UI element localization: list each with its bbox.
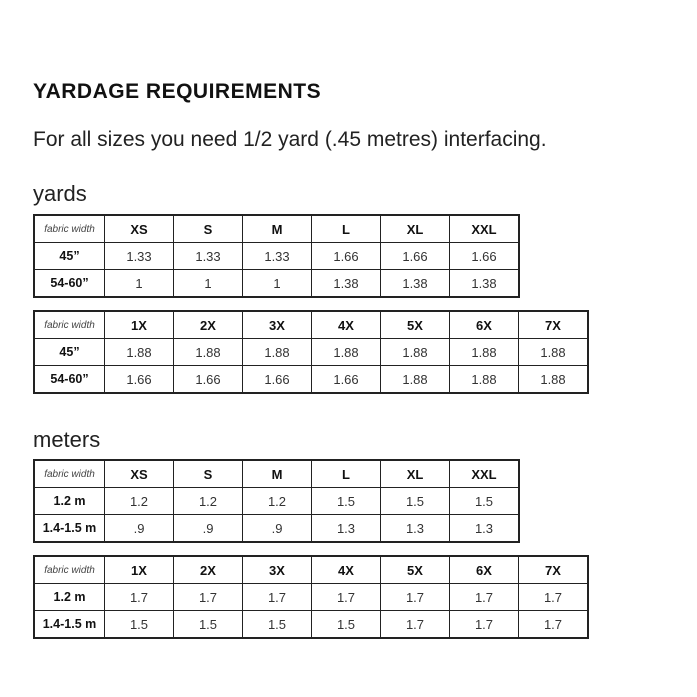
fabric-width-cell: 1.2 m [34, 488, 105, 515]
size-header: S [174, 215, 243, 243]
meterage-cell: 1.7 [243, 584, 312, 611]
yardage-cell: 1 [243, 270, 312, 298]
yardage-cell: 1.88 [174, 339, 243, 366]
meterage-cell: 1.7 [450, 584, 519, 611]
table-row [34, 243, 519, 270]
meterage-cell: 1.7 [381, 611, 450, 639]
yardage-cell: 1.88 [312, 339, 381, 366]
yardage-cell: 1.88 [519, 339, 589, 366]
size-header: L [312, 215, 381, 243]
size-header: M [243, 460, 312, 488]
table-row [34, 339, 588, 366]
yardage-cell: 1.66 [312, 243, 381, 270]
meterage-cell: 1.5 [312, 488, 381, 515]
meterage-cell: .9 [243, 515, 312, 543]
meterage-cell: 1.7 [519, 611, 589, 639]
meterage-cell: 1.7 [105, 584, 174, 611]
size-header: 5X [381, 311, 450, 339]
meterage-cell: .9 [105, 515, 174, 543]
yardage-cell: 1.88 [519, 366, 589, 394]
fabric-width-cell: 1.4-1.5 m [34, 515, 105, 543]
size-header: 3X [243, 556, 312, 584]
fabric-width-cell: 54-60” [34, 270, 105, 298]
size-header: 1X [105, 556, 174, 584]
yardage-cell: 1.66 [174, 366, 243, 394]
fabric-width-header: fabric width [34, 215, 105, 243]
fabric-width-cell: 1.2 m [34, 584, 105, 611]
table-header-row [34, 460, 519, 488]
meters-table-standard [33, 459, 520, 543]
meterage-cell: 1.7 [174, 584, 243, 611]
meterage-cell: 1.2 [243, 488, 312, 515]
table-row [34, 584, 588, 611]
yardage-cell: 1.33 [105, 243, 174, 270]
yardage-cell: 1.33 [174, 243, 243, 270]
meterage-cell: 1.2 [105, 488, 174, 515]
fabric-width-cell: 1.4-1.5 m [34, 611, 105, 639]
size-header: 5X [381, 556, 450, 584]
size-header: 4X [312, 311, 381, 339]
fabric-width-header: fabric width [34, 556, 105, 584]
yardage-cell: 1.38 [450, 270, 520, 298]
size-header: 4X [312, 556, 381, 584]
meters-section-label: meters [33, 427, 101, 452]
meterage-cell: 1.7 [519, 584, 589, 611]
yardage-cell: 1.88 [105, 339, 174, 366]
size-header: 7X [519, 556, 589, 584]
size-header: XXL [450, 215, 520, 243]
size-header: XXL [450, 460, 520, 488]
page-title: YARDAGE REQUIREMENTS [33, 80, 322, 103]
yardage-cell: 1.38 [381, 270, 450, 298]
size-header: 6X [450, 311, 519, 339]
size-header: 6X [450, 556, 519, 584]
size-header: XL [381, 460, 450, 488]
table-row [34, 515, 519, 543]
yardage-cell: 1.66 [243, 366, 312, 394]
size-header: M [243, 215, 312, 243]
meterage-cell: 1.5 [243, 611, 312, 639]
yardage-cell: 1.66 [105, 366, 174, 394]
fabric-width-header: fabric width [34, 460, 105, 488]
yards-table-plus [33, 310, 589, 394]
yardage-cell: 1 [174, 270, 243, 298]
size-header: 2X [174, 311, 243, 339]
meterage-cell: 1.5 [105, 611, 174, 639]
size-header: 1X [105, 311, 174, 339]
yardage-cell: 1.33 [243, 243, 312, 270]
meterage-cell: 1.5 [174, 611, 243, 639]
yards-table-standard [33, 214, 520, 298]
meterage-cell: 1.2 [174, 488, 243, 515]
yardage-cell: 1.88 [243, 339, 312, 366]
size-header: 7X [519, 311, 589, 339]
meterage-cell: 1.7 [312, 584, 381, 611]
yards-section-label: yards [33, 181, 87, 206]
table-row [34, 270, 519, 298]
meterage-cell: 1.3 [312, 515, 381, 543]
yardage-cell: 1.88 [381, 366, 450, 394]
size-header: XL [381, 215, 450, 243]
yardage-cell: 1.88 [450, 339, 519, 366]
meterage-cell: 1.5 [381, 488, 450, 515]
fabric-width-cell: 45” [34, 339, 105, 366]
meterage-cell: 1.7 [381, 584, 450, 611]
yardage-cell: 1.66 [381, 243, 450, 270]
table-header-row [34, 215, 519, 243]
yardage-cell: 1 [105, 270, 174, 298]
table-header-row [34, 311, 588, 339]
table-row [34, 366, 588, 394]
size-header: 2X [174, 556, 243, 584]
yardage-cell: 1.66 [450, 243, 520, 270]
fabric-width-cell: 54-60” [34, 366, 105, 394]
yardage-cell: 1.66 [312, 366, 381, 394]
meterage-cell: 1.3 [381, 515, 450, 543]
fabric-width-header: fabric width [34, 311, 105, 339]
table-row [34, 488, 519, 515]
table-header-row [34, 556, 588, 584]
meterage-cell: 1.5 [450, 488, 520, 515]
size-header: L [312, 460, 381, 488]
meterage-cell: .9 [174, 515, 243, 543]
meterage-cell: 1.3 [450, 515, 520, 543]
size-header: 3X [243, 311, 312, 339]
table-row [34, 611, 588, 639]
yardage-cell: 1.38 [312, 270, 381, 298]
meters-table-plus [33, 555, 589, 639]
size-header: XS [105, 215, 174, 243]
interfacing-note: For all sizes you need 1/2 yard (.45 metres) interfacing. [33, 128, 547, 151]
size-header: XS [105, 460, 174, 488]
meterage-cell: 1.5 [312, 611, 381, 639]
meterage-cell: 1.7 [450, 611, 519, 639]
yardage-cell: 1.88 [381, 339, 450, 366]
yardage-cell: 1.88 [450, 366, 519, 394]
size-header: S [174, 460, 243, 488]
fabric-width-cell: 45” [34, 243, 105, 270]
